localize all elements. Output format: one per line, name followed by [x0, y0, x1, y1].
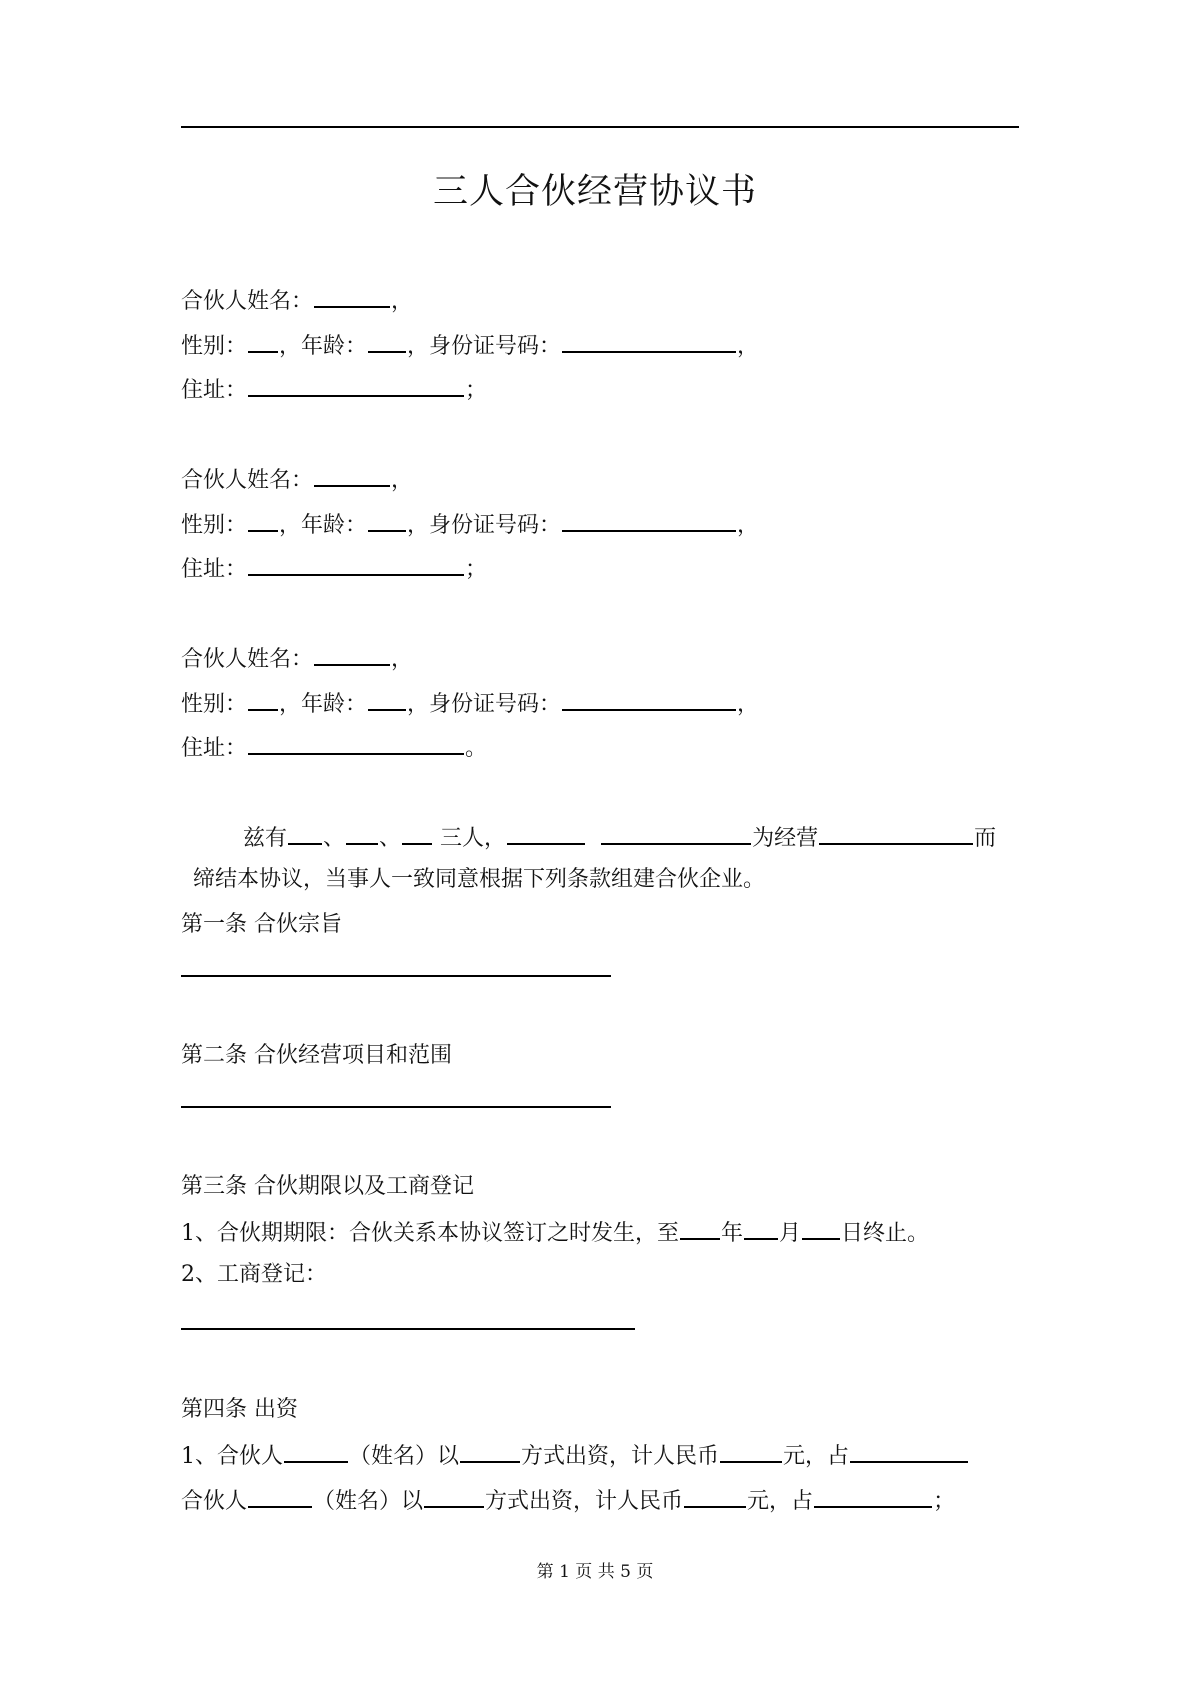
- id-blank[interactable]: [562, 687, 736, 711]
- id-label: ，身份证号码：: [407, 692, 562, 717]
- intro-line-2: 缔结本协议，当事人一致同意根据下列条款组建合伙企业。: [193, 867, 766, 892]
- article-4-title: 第四条 出资: [181, 1397, 298, 1422]
- punct: 。: [465, 736, 488, 761]
- top-rule: [181, 126, 1019, 128]
- partner-1-address-line: [181, 373, 487, 406]
- gender-label: 性别：: [181, 513, 248, 538]
- name-blank[interactable]: [314, 463, 390, 487]
- punct: ；: [933, 1489, 956, 1514]
- partner-3-name-line: [181, 642, 413, 675]
- partner-1-info-line: [181, 329, 759, 362]
- article-2-fill-rule[interactable]: [181, 1106, 611, 1108]
- article-3-fill-rule[interactable]: [181, 1328, 635, 1330]
- partner-1-name-line: [181, 284, 413, 317]
- punct: ，: [391, 647, 414, 672]
- age-label: ，年龄：: [279, 692, 368, 717]
- yuan-text: 元，占: [783, 1444, 850, 1469]
- intro-prefix: 兹有: [243, 826, 288, 851]
- punct: ，: [737, 334, 760, 359]
- day-label: 日终止。: [841, 1221, 930, 1246]
- age-label: ，年龄：: [279, 513, 368, 538]
- name-label: 合伙人姓名：: [181, 647, 314, 672]
- age-blank[interactable]: [368, 329, 406, 353]
- name-hint: （姓名）以: [349, 1444, 460, 1469]
- year-blank[interactable]: [680, 1216, 720, 1240]
- article-3-title: 第三条 合伙期限以及工商登记: [181, 1174, 474, 1199]
- id-label: ，身份证号码：: [407, 513, 562, 538]
- address-label: 住址：: [181, 557, 248, 582]
- intro-blank-4[interactable]: [507, 821, 585, 845]
- year-label: 年: [721, 1221, 744, 1246]
- name-label: 合伙人姓名：: [181, 468, 314, 493]
- intro-three: 三人，: [440, 826, 507, 851]
- age-blank[interactable]: [368, 508, 406, 532]
- intro-blank-3[interactable]: [402, 821, 432, 845]
- method-blank[interactable]: [460, 1439, 520, 1463]
- method-blank[interactable]: [424, 1484, 484, 1508]
- id-blank[interactable]: [562, 329, 736, 353]
- punct: 、: [323, 826, 346, 851]
- document-title: 三人合伙经营协议书: [432, 172, 757, 212]
- share-blank[interactable]: [850, 1439, 968, 1463]
- gender-label: 性别：: [181, 334, 248, 359]
- article-4-row-2: [181, 1484, 955, 1517]
- address-blank[interactable]: [248, 373, 464, 397]
- name-blank[interactable]: [314, 284, 390, 308]
- amount-blank[interactable]: [684, 1484, 746, 1508]
- intro-blank-5[interactable]: [601, 821, 751, 845]
- term-text: 1、合伙期期限：合伙关系本协议签订之时发生，至: [181, 1221, 679, 1246]
- intro-blank-2[interactable]: [346, 821, 378, 845]
- partner-name-blank[interactable]: [248, 1484, 312, 1508]
- intro-line-1: [243, 821, 996, 854]
- article-3-item-2: 2、工商登记：: [181, 1262, 327, 1287]
- address-label: 住址：: [181, 378, 248, 403]
- name-label: 合伙人姓名：: [181, 289, 314, 314]
- intro-blank-1[interactable]: [288, 821, 322, 845]
- partner-2-info-line: [181, 508, 759, 541]
- row-prefix: 合伙人: [181, 1489, 248, 1514]
- article-2-title: 第二条 合伙经营项目和范围: [181, 1043, 452, 1068]
- gender-blank[interactable]: [248, 508, 278, 532]
- intro-blank-6[interactable]: [819, 821, 973, 845]
- intro-operate: 为经营: [752, 826, 819, 851]
- month-label: 月: [779, 1221, 802, 1246]
- address-blank[interactable]: [248, 731, 464, 755]
- name-hint: （姓名）以: [313, 1489, 424, 1514]
- article-4-row-1: [181, 1439, 969, 1472]
- gender-label: 性别：: [181, 692, 248, 717]
- method-text: 方式出资，计人民币: [521, 1444, 720, 1469]
- partner-3-address-line: [181, 731, 487, 764]
- punct: 、: [379, 826, 402, 851]
- row-prefix: 1、合伙人: [181, 1444, 283, 1469]
- intro-er: 而: [974, 826, 997, 851]
- punct: ，: [391, 289, 414, 314]
- address-blank[interactable]: [248, 552, 464, 576]
- gender-blank[interactable]: [248, 329, 278, 353]
- amount-blank[interactable]: [720, 1439, 782, 1463]
- punct: ，: [737, 692, 760, 717]
- partner-3-info-line: [181, 687, 759, 720]
- article-3-item-1: [181, 1216, 929, 1249]
- id-label: ，身份证号码：: [407, 334, 562, 359]
- method-text: 方式出资，计人民币: [485, 1489, 684, 1514]
- punct: ；: [465, 378, 488, 403]
- punct: ，: [737, 513, 760, 538]
- punct: ，: [391, 468, 414, 493]
- name-blank[interactable]: [314, 642, 390, 666]
- share-blank[interactable]: [814, 1484, 932, 1508]
- partner-2-address-line: [181, 552, 487, 585]
- month-blank[interactable]: [744, 1216, 778, 1240]
- article-1-title: 第一条 合伙宗旨: [181, 912, 342, 937]
- article-1-fill-rule[interactable]: [181, 975, 611, 977]
- day-blank[interactable]: [802, 1216, 840, 1240]
- age-label: ，年龄：: [279, 334, 368, 359]
- partner-2-name-line: [181, 463, 413, 496]
- age-blank[interactable]: [368, 687, 406, 711]
- id-blank[interactable]: [562, 508, 736, 532]
- partner-name-blank[interactable]: [284, 1439, 348, 1463]
- address-label: 住址：: [181, 736, 248, 761]
- page-footer: 第 1 页 共 5 页: [536, 1562, 654, 1582]
- yuan-text: 元，占: [747, 1489, 814, 1514]
- punct: ；: [465, 557, 488, 582]
- gender-blank[interactable]: [248, 687, 278, 711]
